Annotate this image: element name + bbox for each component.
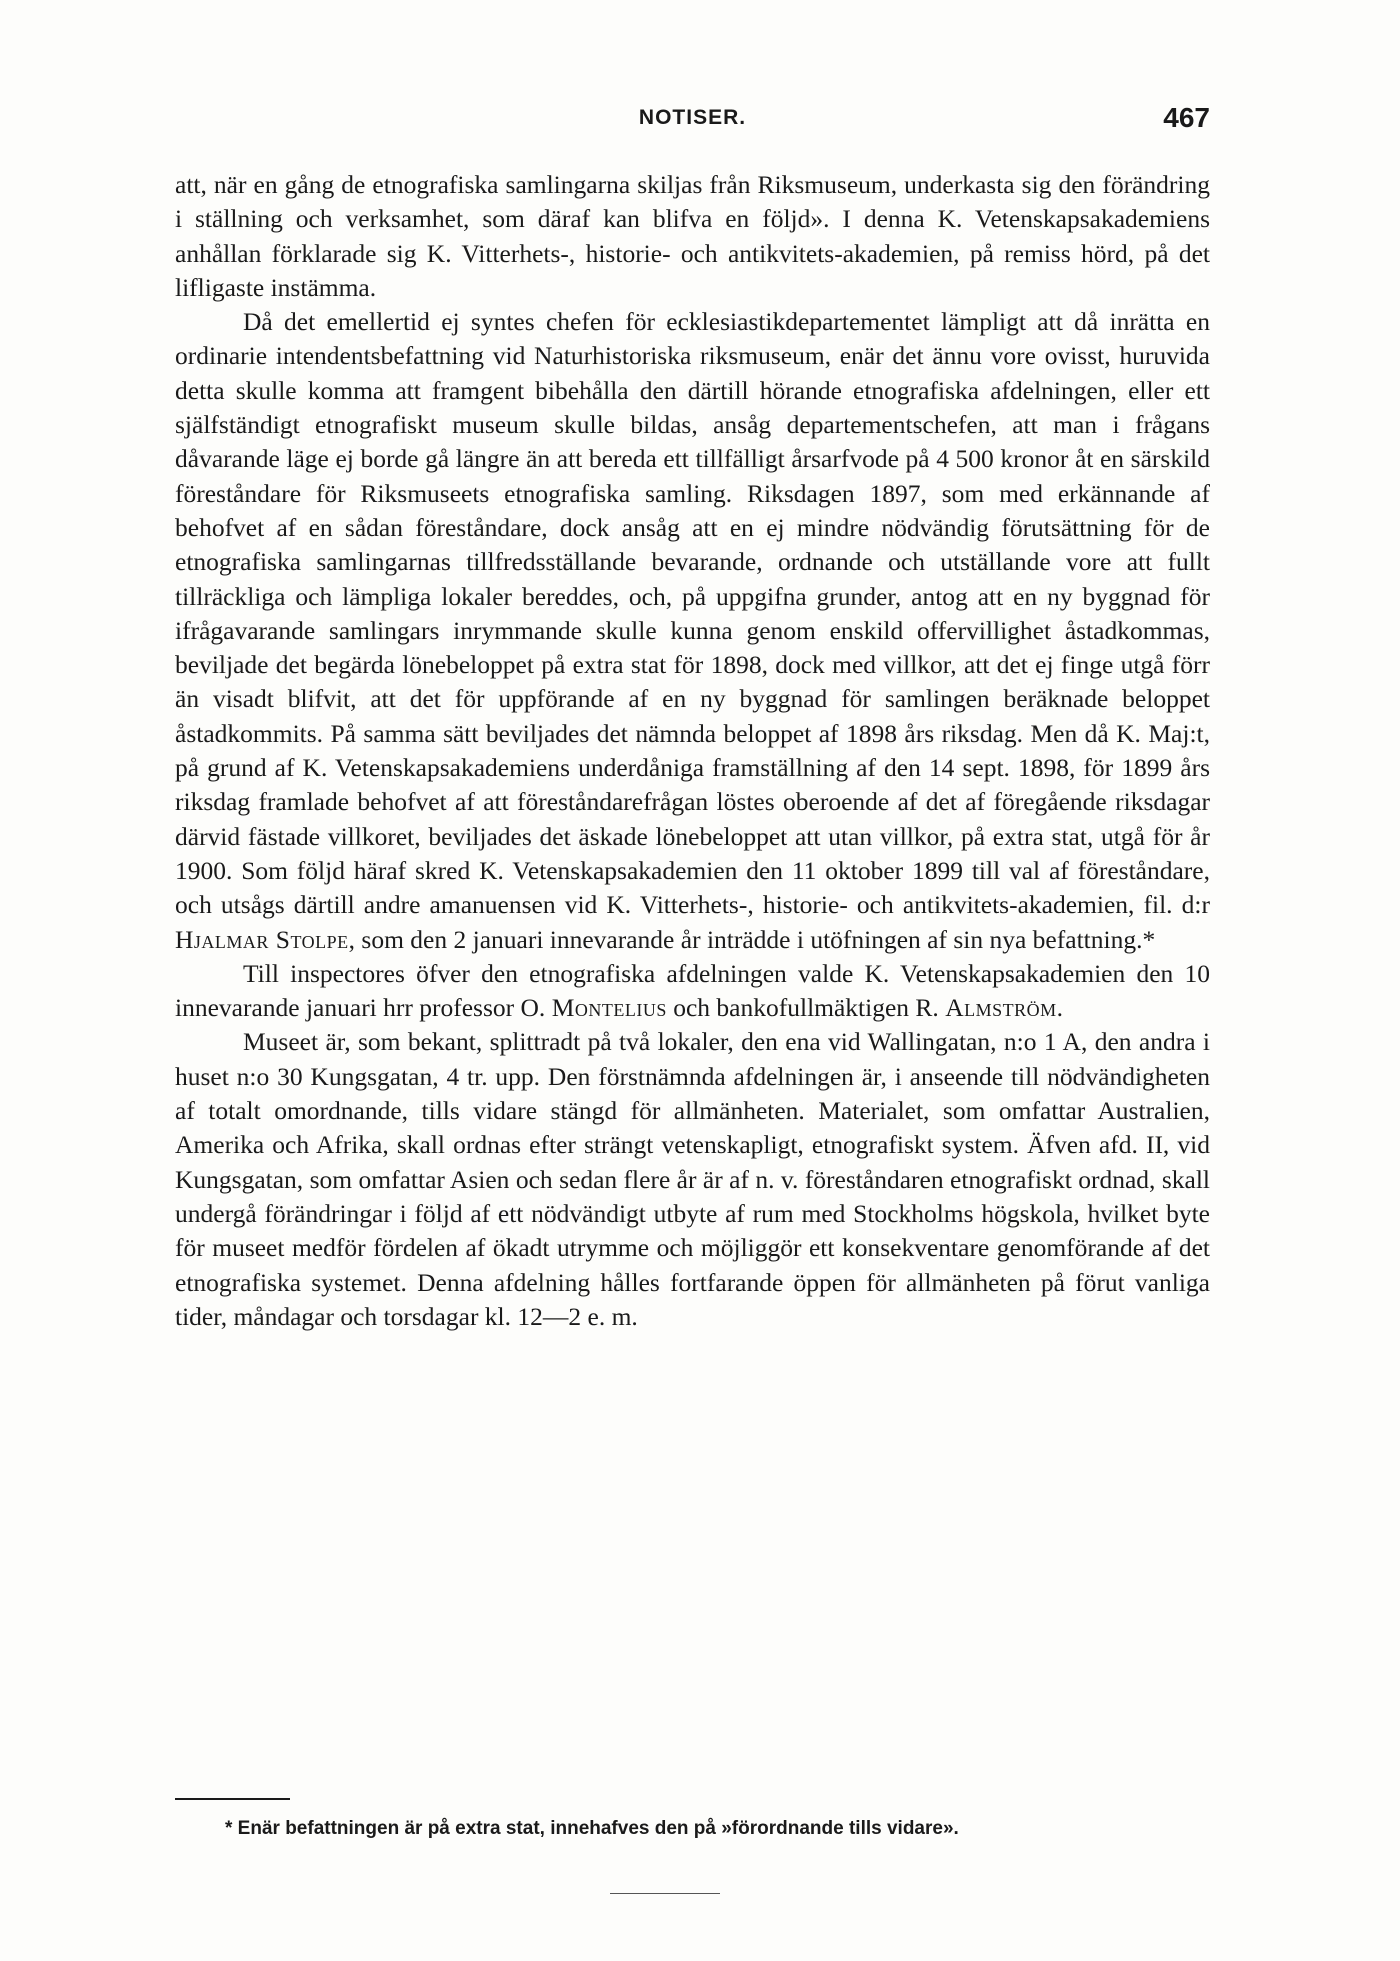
paragraph-2-text: Då det emellertid ej syntes chefen för ecklesiastikdepartementet lämpligt att då inrätta en ordinarie intendentsbefattning vid Naturhistoriska riksmuseum, enär det ännu vore ovisst, huruvida detta skulle komma att framgent bibehålla den därtill hörande etnografiska afdelningen, eller ett själfständigt etnografiskt museum skulle bildas, ansåg departementschefen, att man i frågans dåvarande läge ej borde gå längre än att bereda ett tillfälligt årsarfvode på 4 500 kronor åt en särskild föreståndare för Riksmuseets etnografiska samling. Riksdagen 1897, som med erkännande af behofvet af en sådan föreståndare, dock ansåg att en ej mindre nödvändig förutsättning för de etnografiska samlingarnas tillfredsställande bevarande, ordnande och utställande vore att fullt tillräckliga och lämpliga lokaler bereddes, och, på uppgifna grunder, antog att en ny byggnad för ifrågavarande samlingars inrymmande skulle kunna genom enskild offervillighet åstadkommas, beviljade det begärda lönebeloppet på extra stat för 1898, dock med villkor, att det ej finge utgå förr än visadt blifvit, att det för uppförande af en ny byggnad för samlingen beräknade beloppet åstadkommits. På samma sätt beviljades det nämnda beloppet af 1898 års riksdag. Men då K. Maj:t, på grund af K. Vetenskapsakademiens underdåniga framställning af den 14 sept. 1898, för 1899 års riksdag framlade behofvet af att föreståndarefrågan löstes oberoende af det af föregående riksdagar därvid fästade villkoret, beviljades det äskade lönebeloppet att utan villkor, på extra stat, utgå för år 1900. Som följd häraf skred K. Vetenskapsakademien den 11 oktober 1899 till val af föreståndare, och utsågs därtill andre amanuensen vid K. Vitterhets-, historie- och antikvitets-akademien, fil. d:r (175, 307, 1210, 920)
paragraph-4 (175, 1025, 1210, 1334)
paragraph-1 (175, 168, 1210, 305)
paragraph-4-text: Museet är, som bekant, splittradt på två lokaler, den ena vid Wallingatan, n:o 1 A, den andra i huset n:o 30 Kungsgatan, 4 tr. upp. Den förstnämnda afdelningen är, i anseende till nödvändigheten af totalt omordnande, tills vidare stängd för allmänheten. Materialet, som omfattar Australien, Amerika och Afrika, skall ordnas efter strängt vetenskapligt, etnografiskt system. Äfven afd. II, vid Kungsgatan, som omfattar Asien och sedan flere år är af n. v. föreståndaren etnografiskt ordnad, skall undergå förändringar i följd af ett nödvändigt utbyte af rum med Stockholms högskola, hvilket byte för museet medför fördelen af ökadt utrymme och möjliggör ett konsekventare genomförande af det etnografiska systemet. Denna afdelning hålles fortfarande öppen för allmänheten på förut vanliga tider, måndagar och torsdagar kl. 12—2 e. m. (175, 1027, 1210, 1331)
footnote: * Enär befattningen är på extra stat, innehafves den på »förordnande tills vidare». (225, 1818, 959, 1839)
page-number: 467 (1163, 102, 1210, 133)
paragraph-3 (175, 957, 1210, 1026)
page-header (175, 102, 1210, 146)
paragraph-3-text-end: . (1056, 993, 1063, 1023)
paragraph-3-text: Till inspectores öfver den etnografiska afdelningen valde K. Vetenskapsakademien den 10 innevarande januari hrr professor O. (175, 958, 1210, 1023)
body-text (175, 168, 1210, 1334)
footnote-divider (175, 1798, 290, 1800)
end-divider (610, 1893, 720, 1894)
paragraph-2 (175, 305, 1210, 957)
person-name: Almström (945, 993, 1057, 1023)
person-name: Hjalmar Stolpe (175, 924, 349, 954)
person-name: Montelius (551, 993, 667, 1023)
running-head: NOTISER. (638, 106, 747, 129)
paragraph-1-text: att, när en gång de etnografiska samlingarna skiljas från Riksmuseum, underkasta sig den förändring i ställning och verksamhet, som däraf kan blifva en följd». I denna K. Vetenskapsakademiens anhållan förklarade sig K. Vitterhets-, historie- och antikvitets-akademien, på remiss hörd, på det lifligaste instämma. (175, 170, 1210, 302)
paragraph-2-text-end: , som den 2 januari innevarande år inträdde i utöfningen af sin nya befattning.* (348, 924, 1156, 954)
paragraph-3-text-mid: och bankofullmäktigen R. (673, 993, 939, 1023)
